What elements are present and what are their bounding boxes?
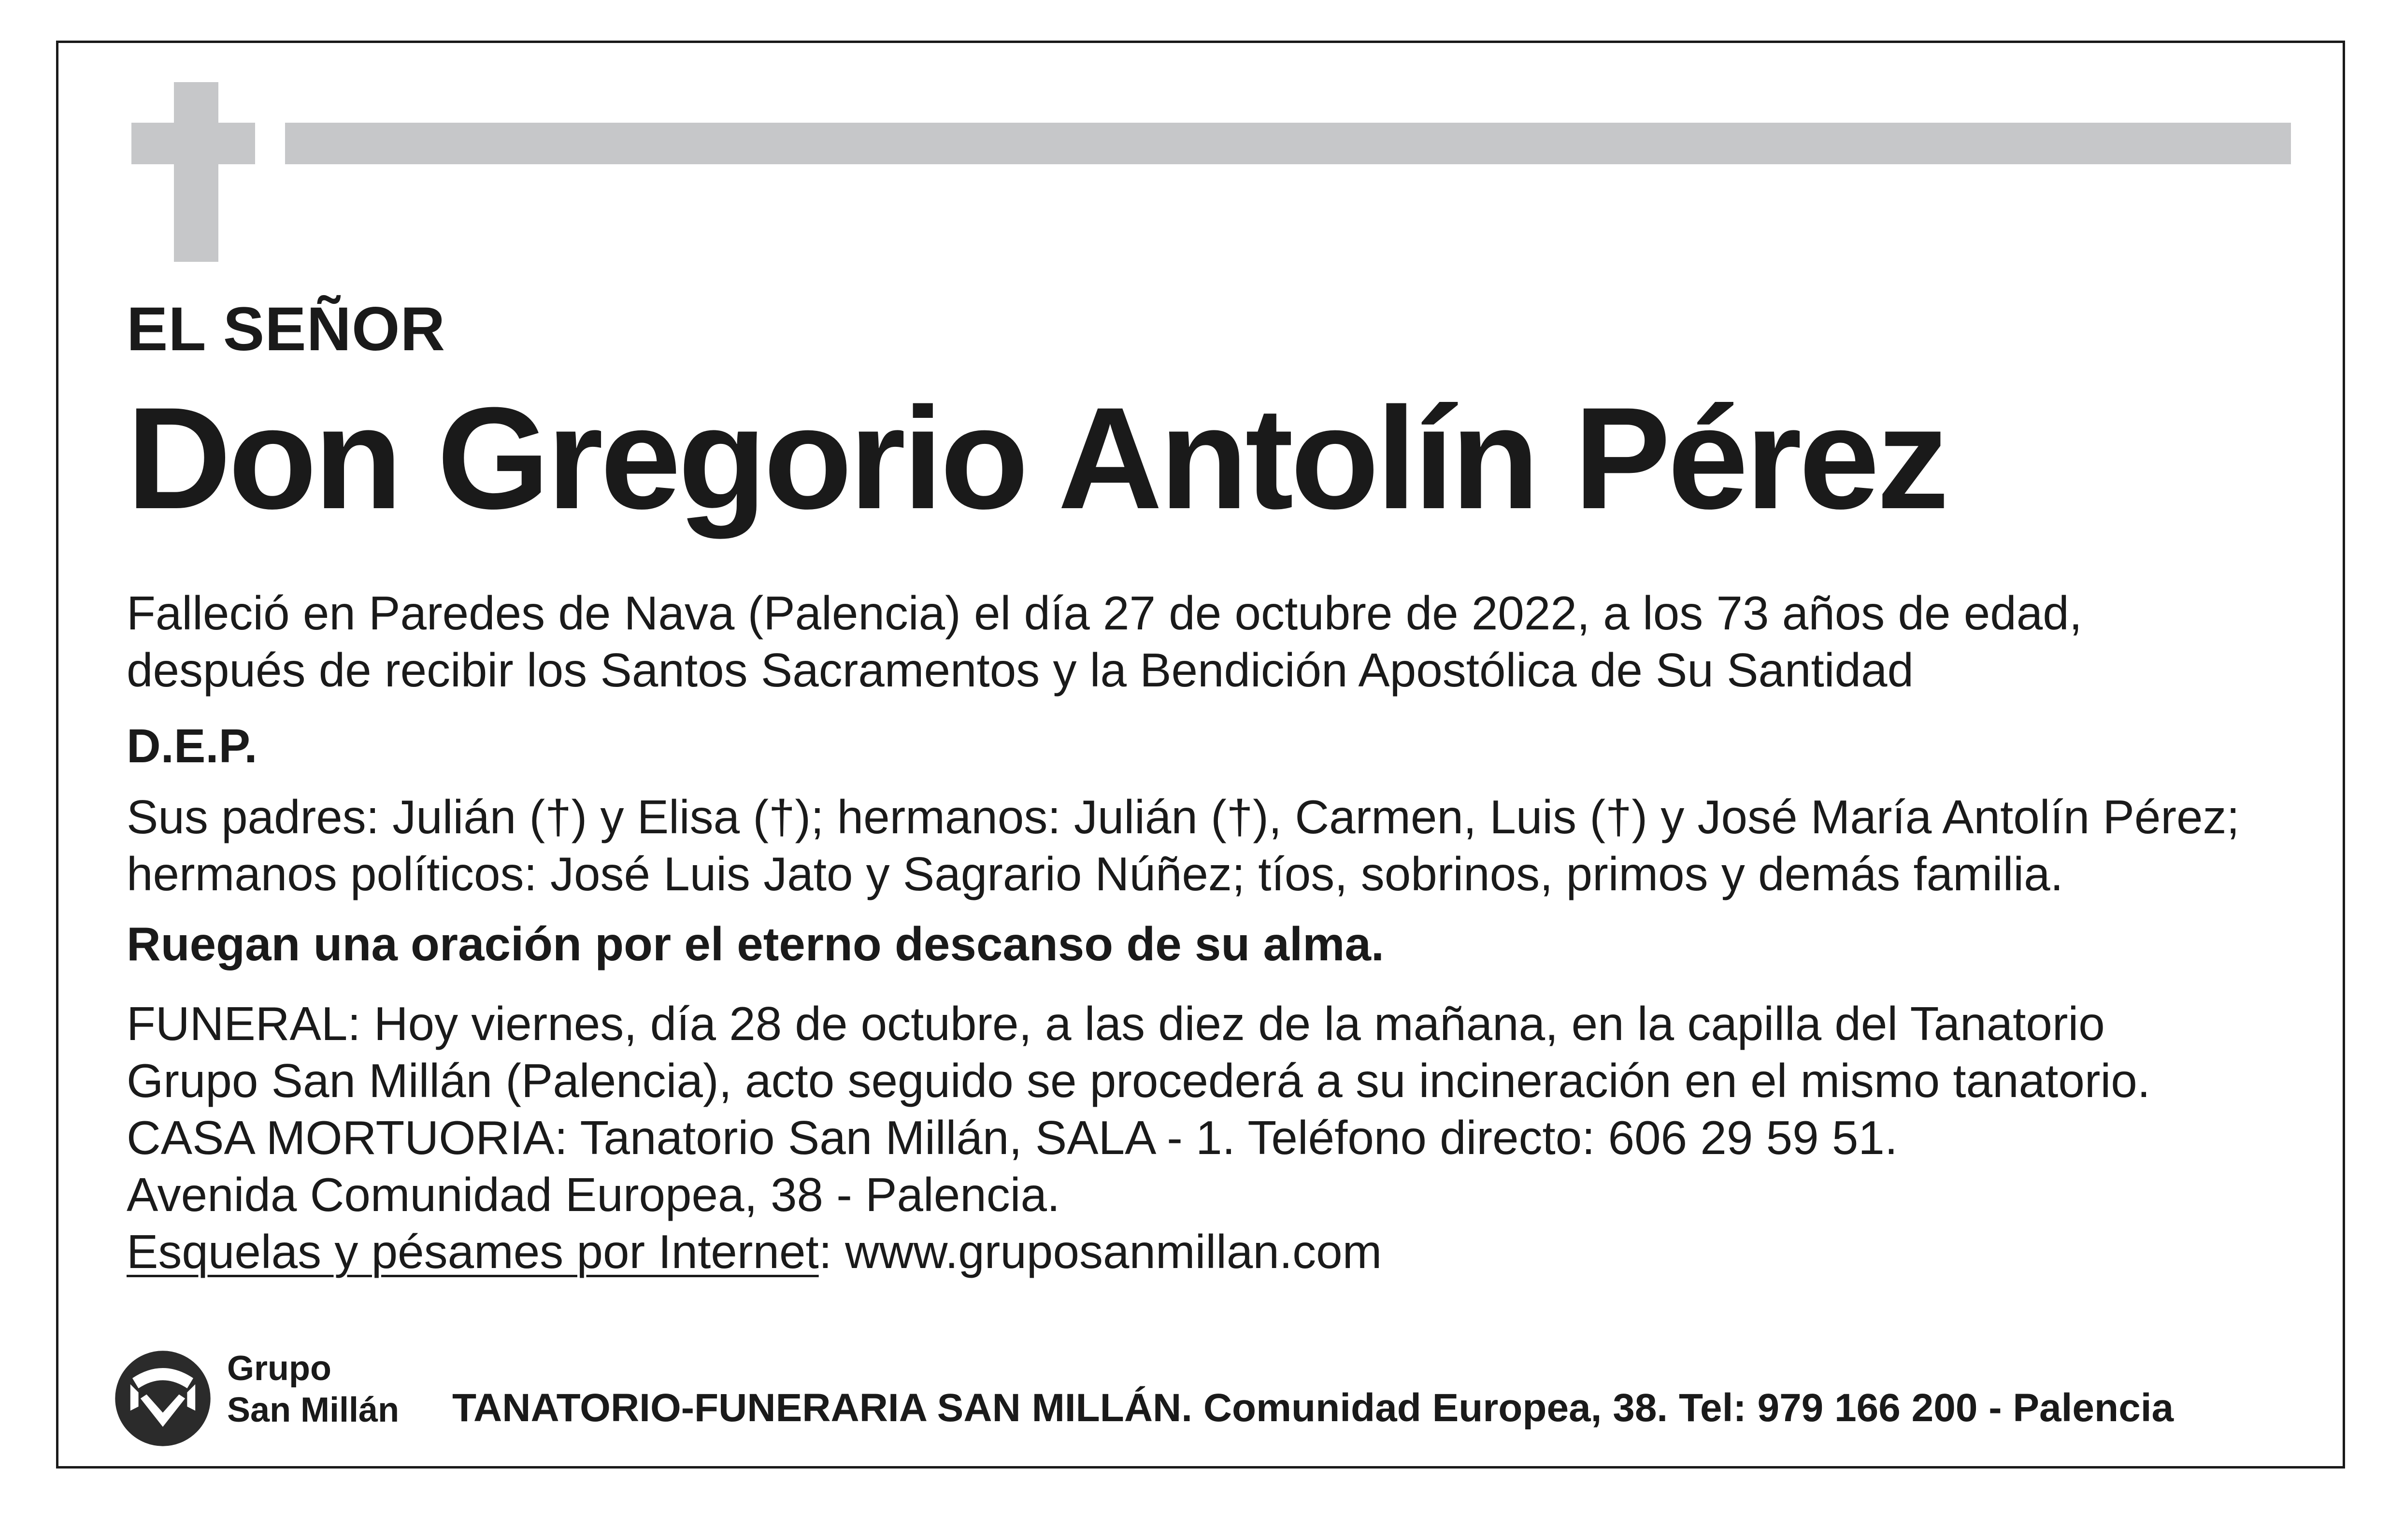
brand-line: San Millán [227,1391,400,1429]
funeral-line: FUNERAL: Hoy viernes, día 28 de octubre, a las diez de la mañana, en la capilla del Tanatorio [127,997,2105,1050]
funeral-line: Grupo San Millán (Palencia), acto seguido se procederá a su incineración en el mismo tanatorio. [127,1054,2151,1107]
internet-label: Esquelas y pésames por Internet [127,1225,819,1278]
family-line: hermanos políticos: José Luis Jato y Sagrario Núñez; tíos, sobrinos, primos y demás familia. [127,847,2063,900]
funeral-details [127,995,2150,1280]
grupo-san-millan-logo [112,1348,214,1449]
deceased-name: Don Gregorio Antolín Pérez [127,377,1946,539]
death-notice [127,585,2082,699]
brand-line: Grupo [227,1349,331,1388]
funeral-home-address: TANATORIO-FUNERARIA SAN MILLÁN. Comunidad Europea, 38. Tel: 979 166 200 - Palencia [452,1386,2174,1430]
dep-label: D.E.P. [127,719,258,772]
header-rule [285,123,2291,164]
cross-horizontal-bar [131,123,255,164]
prayer-request: Ruegan una oración por el eterno descanso de su alma. [127,917,1385,970]
funeral-line: CASA MORTUORIA: Tanatorio San Millán, SALA - 1. Teléfono directo: 606 29 59 51. [127,1111,1898,1164]
family-line: Sus padres: Julián (†) y Elisa (†); hermanos: Julián (†), Carmen, Luis (†) y José María Antolín Pérez; [127,790,2240,843]
death-notice-line: Falleció en Paredes de Nava (Palencia) el día 27 de octubre de 2022, a los 73 años de edad, [127,586,2082,640]
internet-url[interactable]: www.gruposanmillan.com [845,1225,1382,1278]
internet-separator: : [818,1225,832,1278]
family-list [127,788,2240,902]
cross-vertical-bar [174,82,218,262]
death-notice-line: después de recibir los Santos Sacramentos y la Bendición Apostólica de Su Santidad [127,643,1914,697]
brand-name [227,1348,399,1431]
internet-line [127,1223,2150,1280]
honorific-title: EL SEÑOR [127,295,445,364]
funeral-line: Avenida Comunidad Europea, 38 - Palencia. [127,1168,1060,1221]
